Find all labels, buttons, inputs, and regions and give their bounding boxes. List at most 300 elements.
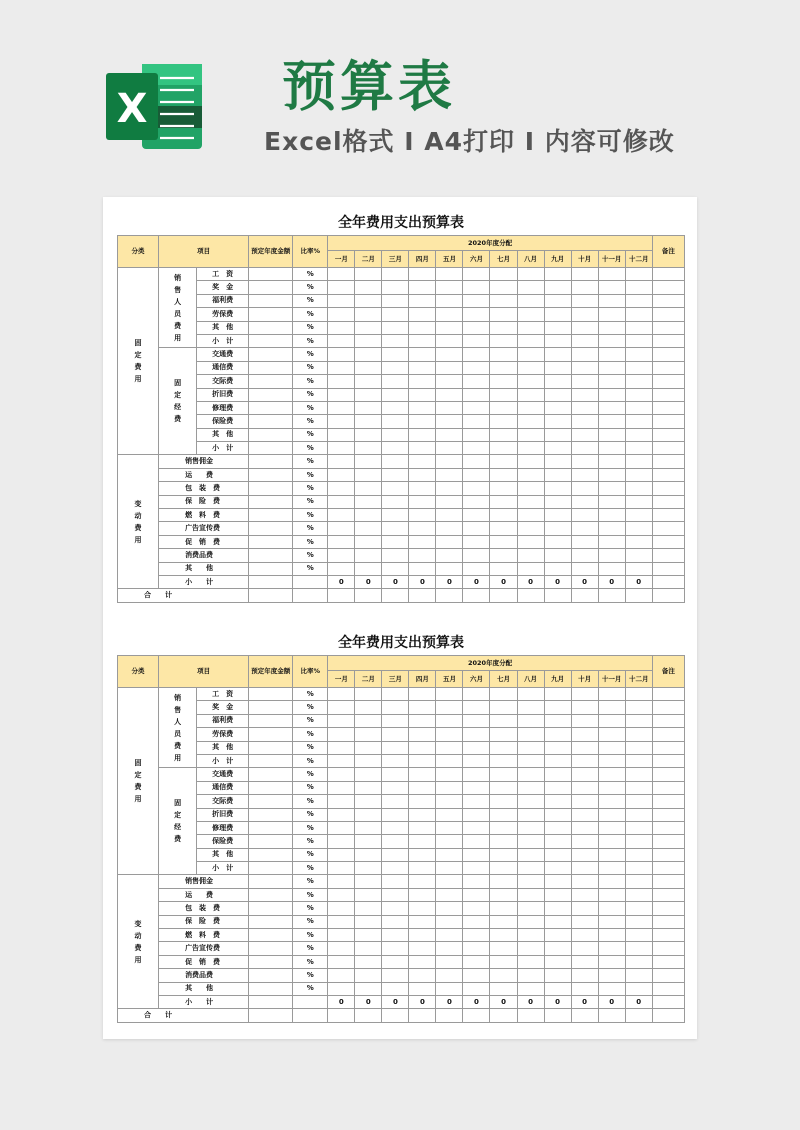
table-cell[interactable] [409, 549, 436, 562]
table-cell[interactable] [625, 401, 652, 414]
table-cell[interactable] [571, 375, 598, 388]
budget-cell[interactable] [249, 929, 293, 942]
table-cell[interactable] [571, 795, 598, 808]
table-cell[interactable] [652, 955, 684, 968]
table-cell[interactable] [571, 929, 598, 942]
table-cell[interactable] [463, 268, 490, 281]
table-cell[interactable] [625, 768, 652, 781]
table-cell[interactable] [463, 835, 490, 848]
table-cell[interactable] [652, 495, 684, 508]
table-cell[interactable] [544, 268, 571, 281]
table-cell[interactable] [355, 821, 382, 834]
table-cell[interactable] [517, 982, 544, 995]
table-cell[interactable] [598, 375, 625, 388]
table-cell[interactable] [625, 589, 652, 602]
table-cell[interactable] [382, 875, 409, 888]
table-cell[interactable] [652, 509, 684, 522]
table-cell[interactable] [463, 862, 490, 875]
table-cell[interactable] [652, 781, 684, 794]
table-cell[interactable] [436, 808, 463, 821]
table-cell[interactable] [598, 902, 625, 915]
table-cell[interactable] [544, 915, 571, 928]
table-cell[interactable] [409, 482, 436, 495]
table-cell[interactable] [436, 728, 463, 741]
table-cell[interactable] [490, 688, 517, 701]
table-cell[interactable] [355, 888, 382, 901]
table-cell[interactable] [598, 535, 625, 548]
table-cell[interactable] [517, 821, 544, 834]
table-cell[interactable] [436, 562, 463, 575]
table-cell[interactable] [490, 589, 517, 602]
table-cell[interactable] [517, 768, 544, 781]
table-cell[interactable] [328, 915, 355, 928]
table-cell[interactable] [436, 334, 463, 347]
table-cell[interactable] [571, 821, 598, 834]
budget-cell[interactable] [249, 549, 293, 562]
table-cell[interactable] [409, 929, 436, 942]
table-cell[interactable] [652, 308, 684, 321]
table-cell[interactable] [436, 348, 463, 361]
budget-cell[interactable] [249, 321, 293, 334]
table-cell[interactable] [463, 982, 490, 995]
table-cell[interactable] [436, 768, 463, 781]
table-cell[interactable] [544, 589, 571, 602]
table-cell[interactable] [625, 348, 652, 361]
table-cell[interactable] [328, 468, 355, 481]
table-cell[interactable] [517, 388, 544, 401]
table-cell[interactable] [328, 375, 355, 388]
table-cell[interactable] [463, 915, 490, 928]
table-cell[interactable] [436, 509, 463, 522]
table-cell[interactable] [571, 728, 598, 741]
budget-cell[interactable] [249, 268, 293, 281]
table-cell[interactable] [409, 942, 436, 955]
table-cell[interactable] [328, 522, 355, 535]
table-cell[interactable] [463, 795, 490, 808]
table-cell[interactable] [652, 862, 684, 875]
table-cell[interactable] [571, 495, 598, 508]
table-cell[interactable] [598, 549, 625, 562]
table-cell[interactable] [490, 888, 517, 901]
table-cell[interactable] [544, 495, 571, 508]
table-cell[interactable] [571, 455, 598, 468]
table-cell[interactable] [598, 848, 625, 861]
table-cell[interactable] [652, 549, 684, 562]
table-cell[interactable] [382, 549, 409, 562]
table-cell[interactable] [544, 549, 571, 562]
table-cell[interactable] [328, 268, 355, 281]
table-cell[interactable] [598, 562, 625, 575]
table-cell[interactable] [355, 714, 382, 727]
table-cell[interactable] [436, 795, 463, 808]
table-cell[interactable] [436, 929, 463, 942]
table-cell[interactable] [517, 442, 544, 455]
table-cell[interactable] [517, 495, 544, 508]
table-cell[interactable] [571, 348, 598, 361]
table-cell[interactable] [652, 848, 684, 861]
table-cell[interactable] [355, 535, 382, 548]
table-cell[interactable] [490, 294, 517, 307]
table-cell[interactable] [355, 754, 382, 767]
table-cell[interactable] [355, 401, 382, 414]
table-cell[interactable] [463, 535, 490, 548]
budget-cell[interactable] [249, 955, 293, 968]
budget-cell[interactable] [249, 795, 293, 808]
budget-cell[interactable] [249, 294, 293, 307]
table-cell[interactable] [328, 348, 355, 361]
table-cell[interactable] [463, 361, 490, 374]
table-cell[interactable] [355, 348, 382, 361]
ratio-cell[interactable] [293, 995, 328, 1008]
table-cell[interactable] [544, 768, 571, 781]
table-cell[interactable] [355, 795, 382, 808]
table-cell[interactable] [652, 875, 684, 888]
table-cell[interactable] [625, 741, 652, 754]
table-cell[interactable] [517, 741, 544, 754]
table-cell[interactable] [328, 701, 355, 714]
table-cell[interactable] [463, 482, 490, 495]
table-cell[interactable] [409, 361, 436, 374]
table-cell[interactable] [625, 281, 652, 294]
table-cell[interactable] [625, 535, 652, 548]
table-cell[interactable] [490, 768, 517, 781]
table-cell[interactable] [328, 982, 355, 995]
budget-cell[interactable] [249, 308, 293, 321]
table-cell[interactable] [463, 455, 490, 468]
table-cell[interactable] [382, 781, 409, 794]
table-cell[interactable] [652, 929, 684, 942]
table-cell[interactable] [436, 522, 463, 535]
table-cell[interactable] [571, 294, 598, 307]
table-cell[interactable] [355, 741, 382, 754]
table-cell[interactable] [598, 334, 625, 347]
table-cell[interactable] [328, 388, 355, 401]
table-cell[interactable] [463, 442, 490, 455]
table-cell[interactable] [328, 361, 355, 374]
table-cell[interactable] [571, 754, 598, 767]
table-cell[interactable] [436, 688, 463, 701]
table-cell[interactable] [436, 862, 463, 875]
table-cell[interactable] [598, 281, 625, 294]
table-cell[interactable] [544, 862, 571, 875]
table-cell[interactable] [463, 321, 490, 334]
table-cell[interactable] [463, 334, 490, 347]
table-cell[interactable] [463, 741, 490, 754]
budget-cell[interactable] [249, 562, 293, 575]
table-cell[interactable] [544, 482, 571, 495]
table-cell[interactable] [328, 455, 355, 468]
table-cell[interactable] [328, 862, 355, 875]
table-cell[interactable] [598, 455, 625, 468]
table-cell[interactable] [436, 468, 463, 481]
table-cell[interactable] [625, 701, 652, 714]
table-cell[interactable] [544, 808, 571, 821]
table-cell[interactable] [463, 701, 490, 714]
table-cell[interactable] [490, 562, 517, 575]
table-cell[interactable] [571, 741, 598, 754]
table-cell[interactable] [409, 714, 436, 727]
table-cell[interactable] [517, 942, 544, 955]
table-cell[interactable] [490, 415, 517, 428]
table-cell[interactable] [517, 688, 544, 701]
budget-cell[interactable] [249, 401, 293, 414]
table-cell[interactable] [652, 902, 684, 915]
table-cell[interactable] [598, 915, 625, 928]
table-cell[interactable] [328, 482, 355, 495]
table-cell[interactable] [598, 428, 625, 441]
table-cell[interactable] [544, 522, 571, 535]
table-cell[interactable] [328, 495, 355, 508]
table-cell[interactable] [436, 549, 463, 562]
table-cell[interactable] [544, 468, 571, 481]
table-cell[interactable] [490, 701, 517, 714]
table-cell[interactable] [652, 589, 684, 602]
table-cell[interactable] [625, 969, 652, 982]
table-cell[interactable] [463, 415, 490, 428]
table-cell[interactable] [382, 701, 409, 714]
table-cell[interactable] [490, 781, 517, 794]
table-cell[interactable] [625, 455, 652, 468]
table-cell[interactable] [544, 308, 571, 321]
table-cell[interactable] [598, 835, 625, 848]
table-cell[interactable] [625, 915, 652, 928]
table-cell[interactable] [409, 875, 436, 888]
table-cell[interactable] [544, 442, 571, 455]
table-cell[interactable] [436, 915, 463, 928]
table-cell[interactable] [382, 442, 409, 455]
table-cell[interactable] [355, 549, 382, 562]
table-cell[interactable] [328, 848, 355, 861]
table-cell[interactable] [328, 808, 355, 821]
table-cell[interactable] [409, 821, 436, 834]
budget-cell[interactable] [249, 915, 293, 928]
table-cell[interactable] [517, 428, 544, 441]
budget-cell[interactable] [249, 982, 293, 995]
table-cell[interactable] [652, 688, 684, 701]
table-cell[interactable] [463, 781, 490, 794]
table-cell[interactable] [409, 955, 436, 968]
table-cell[interactable] [355, 955, 382, 968]
table-cell[interactable] [544, 401, 571, 414]
table-cell[interactable] [436, 781, 463, 794]
table-cell[interactable] [571, 549, 598, 562]
table-cell[interactable] [490, 741, 517, 754]
table-cell[interactable] [571, 281, 598, 294]
table-cell[interactable] [571, 482, 598, 495]
table-cell[interactable] [517, 294, 544, 307]
table-cell[interactable] [544, 701, 571, 714]
table-cell[interactable] [490, 714, 517, 727]
table-cell[interactable] [463, 875, 490, 888]
table-cell[interactable] [355, 942, 382, 955]
table-cell[interactable] [409, 781, 436, 794]
table-cell[interactable] [517, 862, 544, 875]
budget-cell[interactable] [249, 862, 293, 875]
table-cell[interactable] [409, 509, 436, 522]
table-cell[interactable] [517, 522, 544, 535]
table-cell[interactable] [463, 929, 490, 942]
table-cell[interactable] [436, 268, 463, 281]
table-cell[interactable] [490, 728, 517, 741]
table-cell[interactable] [382, 522, 409, 535]
table-cell[interactable] [544, 848, 571, 861]
table-cell[interactable] [625, 388, 652, 401]
table-cell[interactable] [355, 361, 382, 374]
table-cell[interactable] [517, 308, 544, 321]
table-cell[interactable] [409, 701, 436, 714]
table-cell[interactable] [463, 848, 490, 861]
table-cell[interactable] [463, 308, 490, 321]
table-cell[interactable] [328, 509, 355, 522]
table-cell[interactable] [652, 468, 684, 481]
table-cell[interactable] [598, 942, 625, 955]
table-cell[interactable] [598, 442, 625, 455]
table-cell[interactable] [382, 268, 409, 281]
table-cell[interactable] [571, 388, 598, 401]
table-cell[interactable] [625, 714, 652, 727]
table-cell[interactable] [652, 348, 684, 361]
table-cell[interactable] [328, 902, 355, 915]
table-cell[interactable] [544, 688, 571, 701]
table-cell[interactable] [355, 268, 382, 281]
table-cell[interactable] [517, 361, 544, 374]
table-cell[interactable] [625, 442, 652, 455]
table-cell[interactable] [382, 795, 409, 808]
table-cell[interactable] [625, 268, 652, 281]
table-cell[interactable] [652, 375, 684, 388]
budget-cell[interactable] [249, 388, 293, 401]
table-cell[interactable] [328, 415, 355, 428]
table-cell[interactable] [409, 294, 436, 307]
table-cell[interactable] [517, 482, 544, 495]
table-cell[interactable] [517, 714, 544, 727]
table-cell[interactable] [544, 281, 571, 294]
table-cell[interactable] [409, 428, 436, 441]
table-cell[interactable] [463, 549, 490, 562]
table-cell[interactable] [598, 415, 625, 428]
table-cell[interactable] [517, 835, 544, 848]
table-cell[interactable] [571, 334, 598, 347]
table-cell[interactable] [625, 688, 652, 701]
table-cell[interactable] [328, 741, 355, 754]
table-cell[interactable] [625, 795, 652, 808]
table-cell[interactable] [328, 334, 355, 347]
table-cell[interactable] [436, 754, 463, 767]
table-cell[interactable] [436, 714, 463, 727]
table-cell[interactable] [463, 888, 490, 901]
table-cell[interactable] [598, 589, 625, 602]
table-cell[interactable] [382, 468, 409, 481]
table-cell[interactable] [355, 875, 382, 888]
budget-cell[interactable] [249, 509, 293, 522]
table-cell[interactable] [409, 862, 436, 875]
table-cell[interactable] [598, 482, 625, 495]
table-cell[interactable] [328, 835, 355, 848]
table-cell[interactable] [517, 321, 544, 334]
table-cell[interactable] [436, 701, 463, 714]
table-cell[interactable] [625, 495, 652, 508]
table-cell[interactable] [382, 281, 409, 294]
ratio-cell[interactable] [293, 589, 328, 602]
table-cell[interactable] [598, 714, 625, 727]
table-cell[interactable] [436, 495, 463, 508]
table-cell[interactable] [625, 929, 652, 942]
table-cell[interactable] [328, 294, 355, 307]
table-cell[interactable] [517, 929, 544, 942]
table-cell[interactable] [355, 509, 382, 522]
table-cell[interactable] [436, 741, 463, 754]
table-cell[interactable] [490, 308, 517, 321]
table-cell[interactable] [625, 808, 652, 821]
table-cell[interactable] [436, 308, 463, 321]
table-cell[interactable] [355, 468, 382, 481]
table-cell[interactable] [382, 714, 409, 727]
table-cell[interactable] [598, 348, 625, 361]
budget-cell[interactable] [249, 754, 293, 767]
table-cell[interactable] [328, 955, 355, 968]
table-cell[interactable] [409, 268, 436, 281]
table-cell[interactable] [490, 955, 517, 968]
table-cell[interactable] [625, 781, 652, 794]
table-cell[interactable] [544, 415, 571, 428]
budget-cell[interactable] [249, 442, 293, 455]
table-cell[interactable] [436, 482, 463, 495]
table-cell[interactable] [490, 281, 517, 294]
table-cell[interactable] [409, 455, 436, 468]
table-cell[interactable] [436, 955, 463, 968]
table-cell[interactable] [625, 294, 652, 307]
table-cell[interactable] [328, 728, 355, 741]
table-cell[interactable] [463, 754, 490, 767]
budget-cell[interactable] [249, 415, 293, 428]
table-cell[interactable] [463, 562, 490, 575]
budget-cell[interactable] [249, 781, 293, 794]
table-cell[interactable] [544, 875, 571, 888]
table-cell[interactable] [517, 589, 544, 602]
table-cell[interactable] [544, 375, 571, 388]
table-cell[interactable] [355, 929, 382, 942]
table-cell[interactable] [436, 294, 463, 307]
table-cell[interactable] [490, 808, 517, 821]
table-cell[interactable] [436, 361, 463, 374]
table-cell[interactable] [544, 321, 571, 334]
table-cell[interactable] [598, 982, 625, 995]
table-cell[interactable] [328, 308, 355, 321]
table-cell[interactable] [544, 942, 571, 955]
table-cell[interactable] [328, 768, 355, 781]
table-cell[interactable] [328, 714, 355, 727]
table-cell[interactable] [571, 915, 598, 928]
table-cell[interactable] [652, 728, 684, 741]
table-cell[interactable] [517, 468, 544, 481]
table-cell[interactable] [328, 549, 355, 562]
ratio-cell[interactable] [293, 1009, 328, 1022]
table-cell[interactable] [382, 902, 409, 915]
table-cell[interactable] [490, 348, 517, 361]
table-cell[interactable] [517, 808, 544, 821]
table-cell[interactable] [517, 781, 544, 794]
table-cell[interactable] [382, 401, 409, 414]
table-cell[interactable] [328, 969, 355, 982]
table-cell[interactable] [625, 942, 652, 955]
table-cell[interactable] [517, 754, 544, 767]
table-cell[interactable] [652, 535, 684, 548]
table-cell[interactable] [355, 701, 382, 714]
table-cell[interactable] [463, 388, 490, 401]
table-cell[interactable] [355, 562, 382, 575]
table-cell[interactable] [490, 468, 517, 481]
table-cell[interactable] [571, 942, 598, 955]
